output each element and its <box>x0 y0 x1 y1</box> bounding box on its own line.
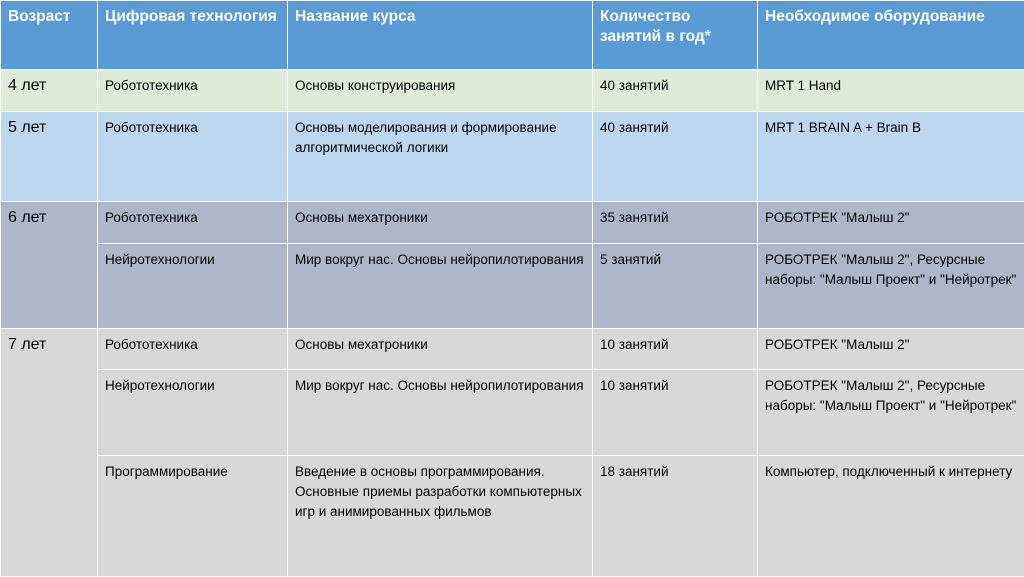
equipment-cell: MRT 1 Hand <box>758 70 1024 112</box>
age-cell: 4 лет <box>1 70 98 112</box>
table-header-row <box>1 1 1024 70</box>
header-course: Название курса <box>288 1 593 70</box>
course-cell: Мир вокруг нас. Основы нейропилотирования <box>288 370 593 456</box>
count-cell: 5 занятий <box>593 244 758 329</box>
header-count: Количество занятий в год* <box>593 1 758 70</box>
table-row <box>1 112 1024 202</box>
technology-cell: Робототехника <box>98 202 288 244</box>
equipment-cell: РОБОТРЕК "Малыш 2" <box>758 329 1024 370</box>
count-cell: 10 занятий <box>593 329 758 370</box>
count-cell: 35 занятий <box>593 202 758 244</box>
technology-cell: Робототехника <box>98 70 288 112</box>
equipment-cell: РОБОТРЕК "Малыш 2", Ресурсные наборы: "Малыш Проект" и "Нейротрек" <box>758 244 1024 329</box>
count-cell: 10 занятий <box>593 370 758 456</box>
count-cell: 40 занятий <box>593 112 758 202</box>
equipment-cell: MRT 1 BRAIN A + Brain B <box>758 112 1024 202</box>
technology-cell: Робототехника <box>98 329 288 370</box>
age-cell: 5 лет <box>1 112 98 202</box>
equipment-cell: РОБОТРЕК "Малыш 2" <box>758 202 1024 244</box>
table-row <box>1 202 1024 244</box>
header-equipment: Необходимое оборудование <box>758 1 1024 70</box>
header-age: Возраст <box>1 1 98 70</box>
technology-cell: Нейротехнологии <box>98 244 288 329</box>
age-cell: 7 лет <box>1 329 98 577</box>
equipment-cell: РОБОТРЕК "Малыш 2", Ресурсные наборы: "Малыш Проект" и "Нейротрек" <box>758 370 1024 456</box>
course-cell: Основы мехатроники <box>288 202 593 244</box>
technology-cell: Нейротехнологии <box>98 370 288 456</box>
course-cell: Основы конструирования <box>288 70 593 112</box>
header-technology: Цифровая технология <box>98 1 288 70</box>
technology-cell: Робототехника <box>98 112 288 202</box>
equipment-cell: Компьютер, подключенный к интернету <box>758 456 1024 577</box>
course-cell: Основы моделирования и формирование алгоритмической логики <box>288 112 593 202</box>
course-cell: Мир вокруг нас. Основы нейропилотирования <box>288 244 593 329</box>
course-cell: Введение в основы программирования. Основные приемы разработки компьютерных игр и анимированных фильмов <box>288 456 593 577</box>
table-row <box>1 456 1024 577</box>
table-row <box>1 370 1024 456</box>
technology-cell: Программирование <box>98 456 288 577</box>
table-row <box>1 70 1024 112</box>
table-row <box>1 329 1024 370</box>
course-cell: Основы мехатроники <box>288 329 593 370</box>
count-cell: 18 занятий <box>593 456 758 577</box>
age-cell: 6 лет <box>1 202 98 329</box>
table-row <box>1 244 1024 329</box>
count-cell: 40 занятий <box>593 70 758 112</box>
